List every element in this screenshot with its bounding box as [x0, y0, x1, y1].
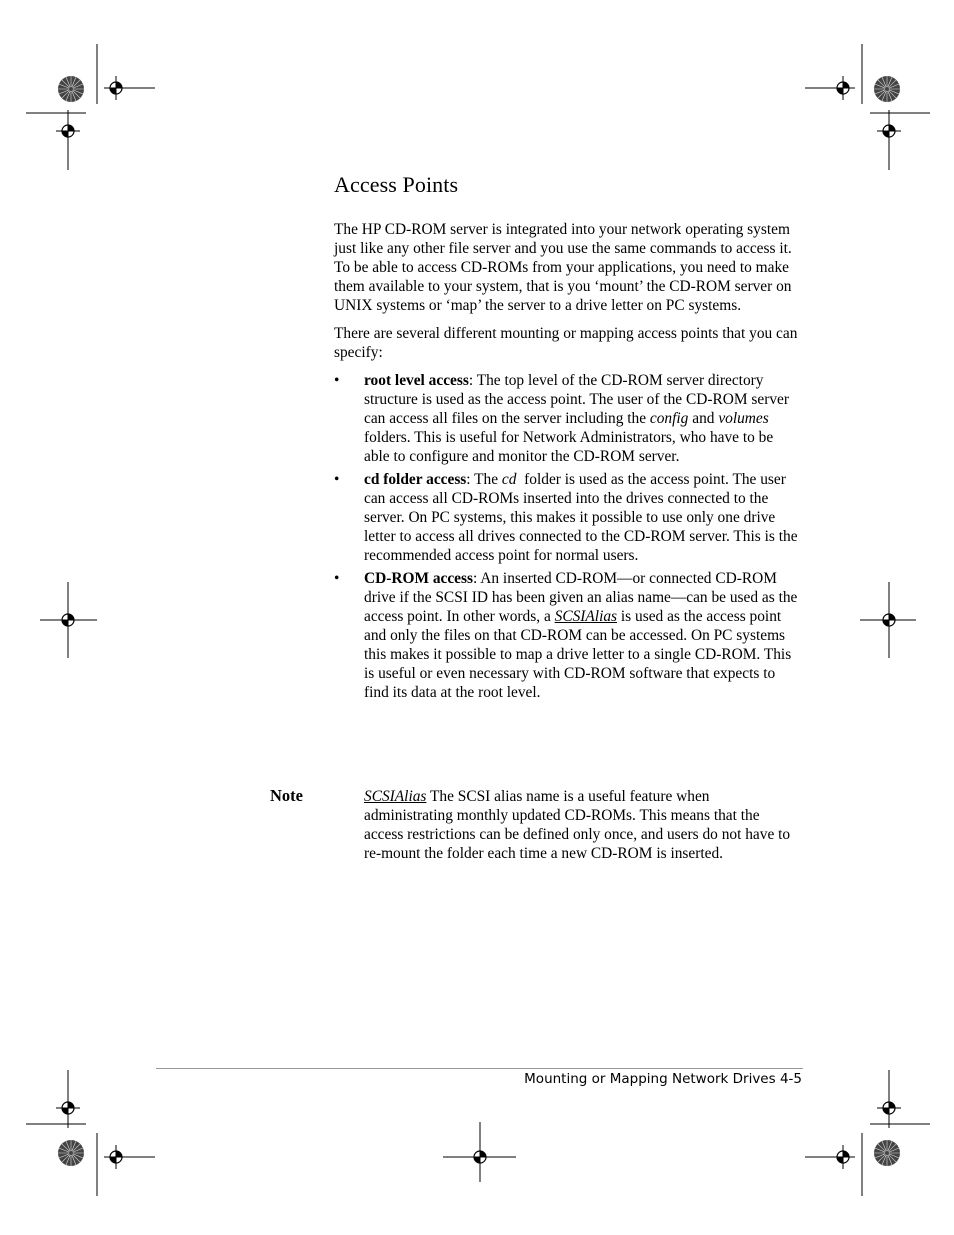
description: folder is used as the access point. The user can access all CD-ROMs inserted into the drives connected to the server. On PC systems, this makes it possible to use only one drive letter to access all drives connected to the CD-ROM server. This is the recommended access point for normal users. [364, 471, 802, 564]
bullet-icon: • [334, 471, 340, 488]
description: : An inserted CD-ROM—or connected CD-ROM drive if the SCSI ID has been given an alias name—can be used as the access point. In other words, a [364, 570, 798, 625]
footer-rule [156, 1068, 803, 1069]
scsialias-link[interactable]: SCSIAlias [554, 608, 618, 625]
term: root level access [364, 372, 469, 389]
term: cd folder access [364, 471, 467, 488]
intro-paragraph: There are several different mounting or mapping access points that you can specify: [334, 325, 798, 361]
list-item-cd-folder-access [334, 470, 802, 565]
access-point-list [334, 371, 802, 702]
scsialias-link[interactable]: SCSIAlias [364, 788, 427, 805]
intro-paragraph: The HP CD-ROM server is integrated into your network operating system just like any other file server and you use the same commands to access it. To be able to access CD-ROMs from your applications, you need to make them available to your system, that is you ‘mount’ the CD-ROM server on UNIX systems or ‘map’ the server to a drive letter on PC systems. [334, 221, 792, 314]
note-body: The SCSI alias name is a useful feature when administrating monthly updated CD-ROMs. This means that the access restrictions can be defined only once, and users do not have to re-mount the folder each time a new CD-ROM is inserted. [364, 788, 791, 862]
description: is used as the access point and only the files on that CD-ROM can be accessed. On PC systems this makes it possible to map a drive letter to a single CD-ROM. This is useful or even necessary with CD-ROM software that expects to find its data at the root level. [364, 608, 792, 701]
folder-name: volumes [718, 410, 769, 427]
term: CD-ROM access [364, 570, 473, 587]
note-text [364, 787, 794, 863]
description: : The top level of the CD-ROM server directory structure is used as the access point. The user of the CD-ROM server can access all files on the server including the [364, 372, 789, 427]
bullet-icon: • [334, 570, 340, 587]
folder-name: config [649, 410, 689, 427]
description: : The [466, 471, 502, 488]
description: and [688, 410, 719, 427]
section-heading: Access Points [334, 172, 459, 197]
page-footer: Mounting or Mapping Network Drives 4-5 [524, 1071, 802, 1087]
folder-name: cd [501, 471, 517, 488]
bullet-icon: • [334, 372, 340, 389]
list-item-root-level-access [334, 371, 802, 466]
description: folders. This is useful for Network Administrators, who have to be able to configure and monitor the CD-ROM server. [364, 429, 774, 465]
body-column [334, 220, 802, 706]
list-item-cd-rom-access [334, 569, 802, 702]
note-label: Note [270, 786, 303, 805]
